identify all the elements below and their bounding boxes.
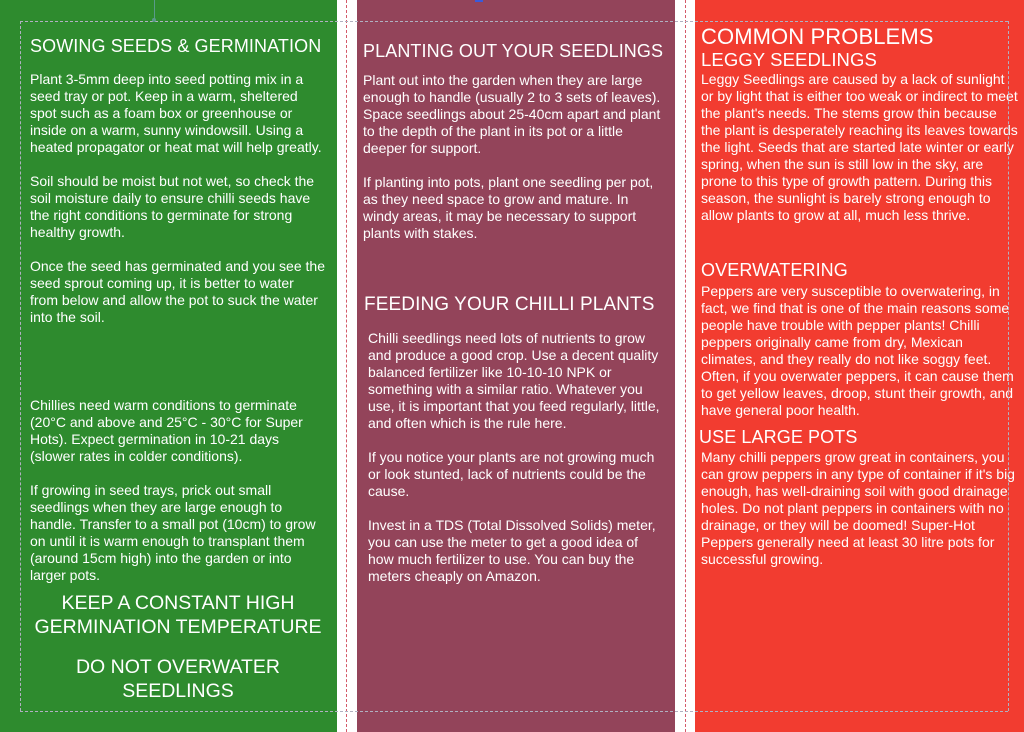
fold-line — [685, 0, 686, 732]
planting-text-block — [363, 72, 663, 259]
germination-paragraph: If growing in seed trays, prick out small seedlings when they are large enough to handle. Transfer to a small pot (10cm) to grow on until it is warm enough to transplant them (around 15cm high) into the garden or into larger pots. — [30, 482, 316, 583]
margin-guide-bottom — [20, 711, 1008, 712]
panel-planting-feeding — [357, 0, 675, 732]
heading-overwatering: OVERWATERING — [701, 260, 848, 280]
title-common-problems: COMMON PROBLEMS — [701, 24, 934, 49]
fold-line — [346, 0, 347, 732]
guide-handle — [152, 18, 156, 22]
margin-guide-top — [20, 21, 1008, 22]
planting-paragraph: If planting into pots, plant one seedling per pot, as they need space to grow and mature. In windy areas, it may be necessary to support plants with stakes. — [363, 174, 654, 241]
sowing-paragraph: Once the seed has germinated and you see the seed sprout coming up, it is better to water from below and allow the pot to suck the water into the soil. — [30, 258, 325, 325]
callout-overwater: DO NOT OVERWATER SEEDLINGS — [75, 656, 281, 702]
heading-large-pots: USE LARGE POTS — [699, 427, 858, 447]
sowing-paragraph: Plant 3-5mm deep into seed potting mix in a seed tray or pot. Keep in a warm, sheltered spot such as a foam box or greenhouse or inside on a warm, sunny windowsill. Using a heated propagator or heat mat will help greatly. — [30, 71, 322, 155]
margin-guide-left — [20, 21, 21, 711]
text-overwatering: Peppers are very susceptible to overwatering, in fact, we find that is one of the main reasons some people have trouble with pepper plants! Chilli peppers originally came from dry, Mexican climates, and they really do not like soggy feet. Often, if you overwater peppers, it can cause them to get yellow leaves, droop, stunt their growth, and have general poor health. — [701, 283, 1014, 418]
planting-paragraph: Plant out into the garden when they are large enough to handle (usually 2 to 3 sets of leaves). Space seedlings about 25-40cm apart and plant to the depth of the plant in its pot or a little deeper for support. — [363, 72, 661, 156]
sowing-paragraph: Soil should be moist but not wet, so check the soil moisture daily to ensure chilli seeds have the right conditions to germinate for strong healthy growth. — [30, 173, 315, 240]
text-leggy-seedlings: Leggy Seedlings are caused by a lack of sunlight or by light that is either too weak or indirect to meet the plant's needs. The stems grow thin because the plant is desperately reaching its leaves towards the light. Seeds that are started late winter or early spring, when the sun is still low in the sky, are prone to this type of growth pattern. During this season, the sunlight is barely strong enough to allow plants to grow at all, much less thrive. — [701, 71, 1018, 223]
feeding-paragraph: Chilli seedlings need lots of nutrients to grow and produce a good crop. Use a decent quality balanced fertilizer like 10-10-10 NPK or something with a similar ratio. Whatever you use, it is important that you feed regularly, little, and often which is the rule here. — [368, 330, 660, 431]
feeding-paragraph: Invest in a TDS (Total Dissolved Solids) meter, you can use the meter to get a good idea of how much fertilizer to use. You can buy the meters cheaply on Amazon. — [368, 517, 656, 584]
feeding-text-block — [368, 330, 666, 602]
sowing-text-block — [30, 71, 325, 343]
callout-temperature: KEEP A CONSTANT HIGH GERMINATION TEMPERATURE — [34, 592, 322, 638]
heading-feeding: FEEDING YOUR CHILLI PLANTS — [364, 294, 655, 315]
panel-sowing — [0, 0, 337, 732]
panel-common-problems — [695, 0, 1024, 732]
text-large-pots: Many chilli peppers grow great in containers, you can grow peppers in any type of container if it's big enough, has well-draining soil with good drainage holes. Do not plant peppers in containers with no drainage, or they will be doomed! Super-Hot Peppers generally need at least 30 litre pots for successful growing. — [701, 449, 1015, 567]
germination-paragraph: Chillies need warm conditions to germinate (20°C and above and 25°C - 30°C for Super Hots). Expect germination in 10-21 days (slower rates in colder conditions). — [30, 397, 303, 464]
margin-guide-right — [1008, 21, 1009, 711]
germination-text-block — [30, 397, 325, 601]
feeding-paragraph: If you notice your plants are not growing much or look stunted, lack of nutrients could be the cause. — [368, 449, 655, 499]
heading-leggy-seedlings: LEGGY SEEDLINGS — [701, 49, 877, 70]
heading-planting-out: PLANTING OUT YOUR SEEDLINGS — [363, 41, 664, 61]
heading-sowing: SOWING SEEDS & GERMINATION — [30, 36, 322, 56]
guide-marker — [154, 0, 155, 20]
selection-marker — [475, 0, 483, 2]
